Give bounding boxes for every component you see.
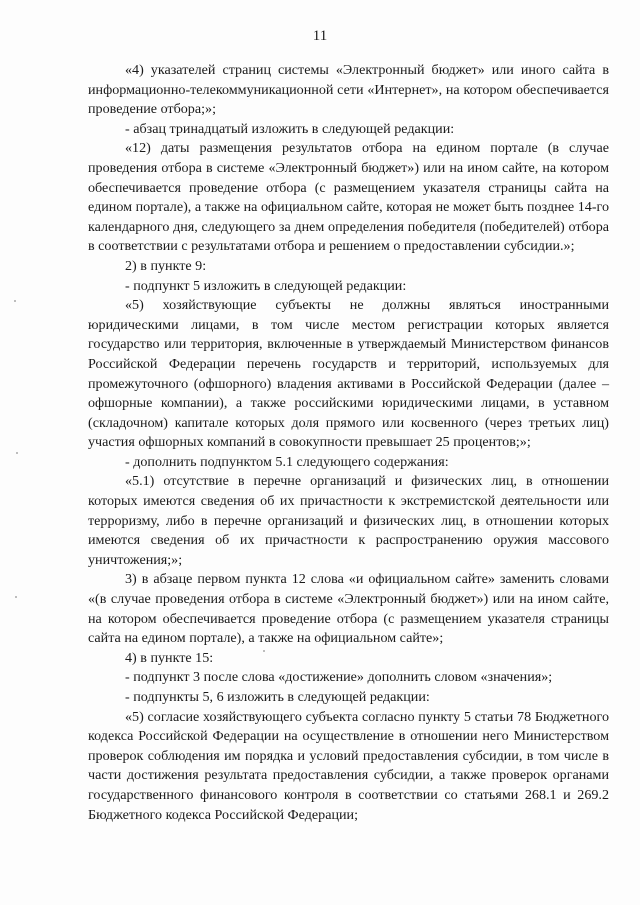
paragraph: 3) в абзаце первом пункта 12 слова «и официальном сайте» заменить словами «(в случае проведения отбора в системе «Электронный бюджет») или на ином сайте, на котором обеспечивается проведение отбора (с размещением указателя страницы сайта на едином портале), а также на официальном сайте»; [88,571,609,647]
scan-speck [15,596,17,598]
page-number: 11 [312,28,328,44]
paragraph: «12) даты размещения результатов отбора на едином портале (в случае проведения отбора в системе «Электронный бюджет») или на ином сайте, на котором обеспечивается проведение отбора (с размещением указателя страницы сайта на едином портале), а также на официальном сайте, которая не может быть позднее 14-го календарного дня, следующего за днем определения победителя (победителей) отбора в соответствии с результатами отбора и решением о предоставлении субсидии.»; [88,140,609,255]
paragraph: «5) согласие хозяйствующего субъекта согласно пункту 5 статьи 78 Бюджетного кодекса Российской Федерации на осуществление в отношении него Министерством проверок соблюдения им порядка и условий предоставления субсидии, в том числе в части достижения результата предоставления субсидии, а также проверок органами государственного финансового контроля в соответствии со статьями 268.1 и 269.2 Бюджетного кодекса Российской Федерации; [88,708,609,823]
document-body [88,61,609,825]
paragraph: 4) в пункте 15: [125,649,214,666]
scan-speck [16,452,18,454]
scan-speck [14,300,16,302]
paragraph: 2) в пункте 9: [125,257,207,274]
paragraph: «4) указателей страниц системы «Электронный бюджет» или иного сайта в информационно-телекоммуникационной сети «Интернет», на котором обеспечивается проведение отбора;»; [88,62,609,118]
paragraph: - абзац тринадцатый изложить в следующей редакции: [125,120,455,137]
scan-speck [263,650,265,652]
paragraph: - дополнить подпунктом 5.1 следующего содержания: [125,453,449,470]
paragraph: «5) хозяйствующие субъекты не должны являться иностранными юридическими лицами, в том числе местом регистрации которых является государство или территория, включенные в утверждаемый Министерством финансов Российской Федерации перечень государств и территорий, используемых для промежуточного (офшорного) владения активами в Российской Федерации (далее – офшорные компании), а также российскими юридическими лицами, в уставном (складочном) капитале которых доля прямого или косвенного (через третьих лиц) участия офшорных компаний в совокупности превышает 25 процентов;»; [88,297,609,451]
paragraph: - подпункт 5 изложить в следующей редакции: [125,277,407,294]
paragraph: - подпункты 5, 6 изложить в следующей редакции: [125,689,430,705]
paragraph: «5.1) отсутствие в перечне организаций и физических лиц, в отношении которых имеются сведения об их причастности к экстремистской деятельности или терроризму, либо в перечне организаций и физических лиц, в отношении которых имеются сведения об их причастности к распространению оружия массового уничтожения;»; [88,473,609,568]
paragraph: - подпункт 3 после слова «достижение» дополнить словом «значения»; [125,669,553,686]
